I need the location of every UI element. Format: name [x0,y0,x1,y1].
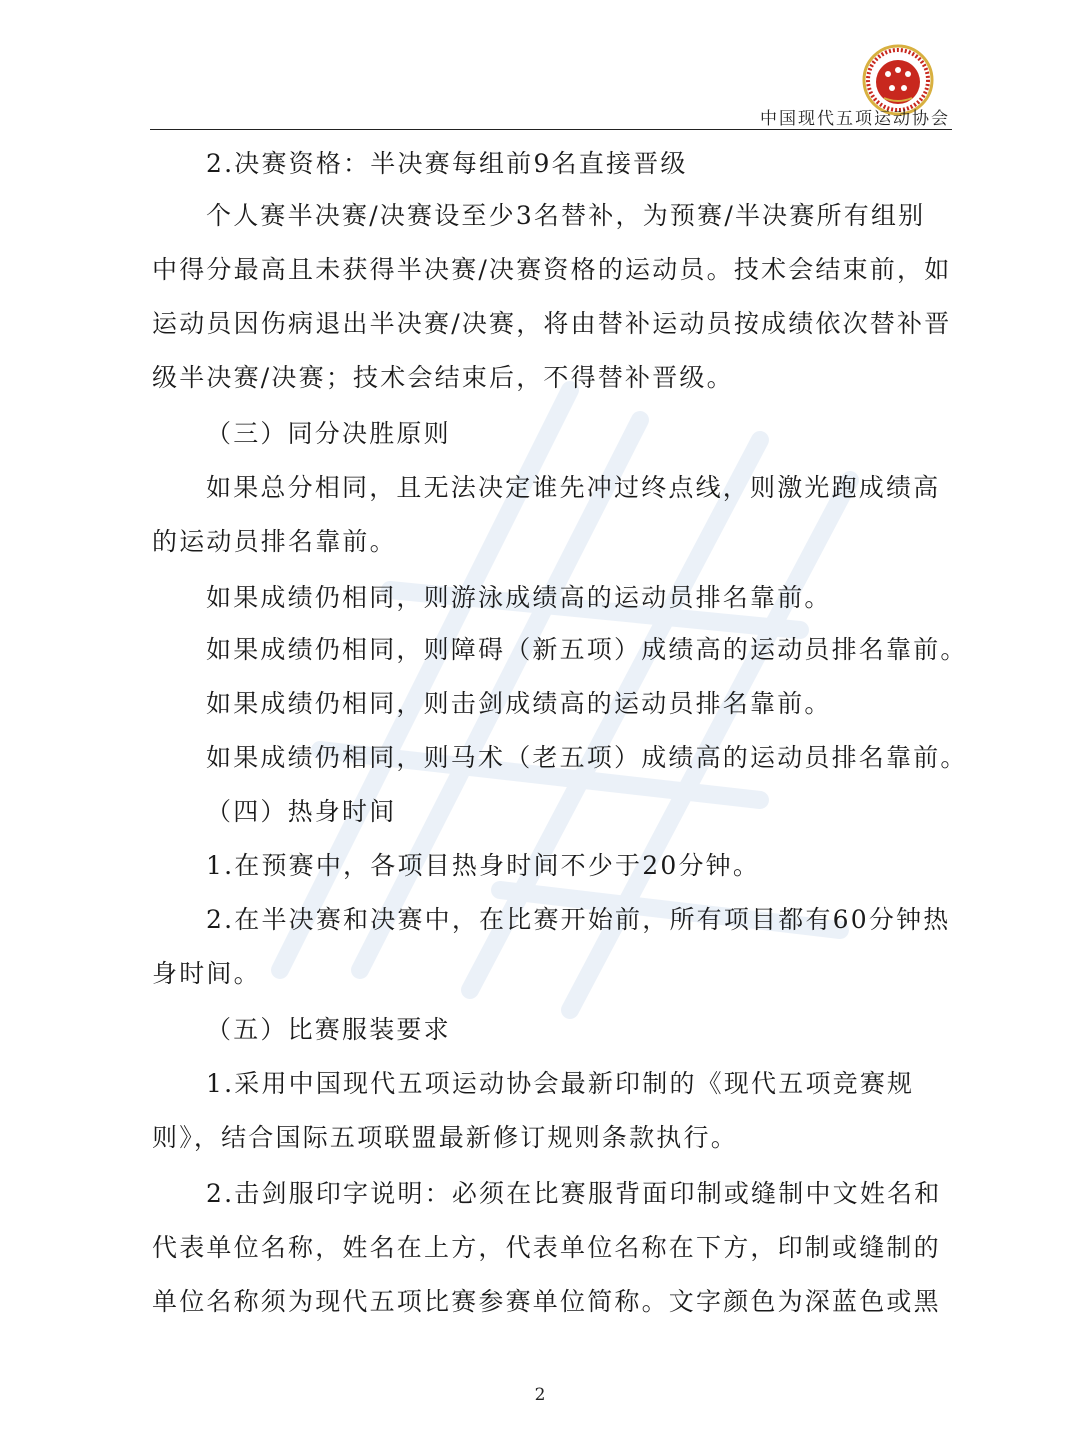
body-line: 的运动员排名靠前。 [152,527,397,556]
body-line: 身时间。 [152,959,261,988]
section-heading: （四）热身时间 [206,797,397,826]
body-line: 如果总分相同，且无法决定谁先冲过终点线，则激光跑成绩高 [206,473,941,502]
body-line: 代表单位名称，姓名在上方，代表单位名称在下方，印制或缝制的 [152,1233,941,1262]
body-line: 个人赛半决赛/决赛设至少3名替补，为预赛/半决赛所有组别 [206,201,926,230]
body-line: 如果成绩仍相同，则马术（老五项）成绩高的运动员排名靠前。 [206,743,968,772]
section-heading: （五）比赛服装要求 [206,1015,451,1044]
header-divider [150,129,952,130]
body-line: 则》，结合国际五项联盟最新修订规则条款执行。 [152,1123,738,1152]
body-line: 如果成绩仍相同，则游泳成绩高的运动员排名靠前。 [206,583,832,612]
body-line: 如果成绩仍相同，则障碍（新五项）成绩高的运动员排名靠前。 [206,635,968,664]
body-line: 运动员因伤病退出半决赛/决赛，将由替补运动员按成绩依次替补晋 [152,309,952,338]
body-line: 1.采用中国现代五项运动协会最新印制的《现代五项竞赛规 [206,1069,915,1098]
body-line: 如果成绩仍相同，则击剑成绩高的运动员排名靠前。 [206,689,832,718]
body-line: 中得分最高且未获得半决赛/决赛资格的运动员。技术会结束前，如 [152,255,952,284]
body-line: 1.在预赛中，各项目热身时间不少于20分钟。 [206,851,761,880]
body-line: 单位名称须为现代五项比赛参赛单位简称。文字颜色为深蓝色或黑 [152,1287,941,1316]
body-line: 2.击剑服印字说明：必须在比赛服背面印制或缝制中文姓名和 [206,1179,942,1208]
body-line: 2.决赛资格：半决赛每组前9名直接晋级 [206,149,688,178]
body-line: 级半决赛/决赛；技术会结束后，不得替补晋级。 [152,363,734,392]
header-organization: 中国现代五项运动协会 [760,109,950,129]
page-number: 2 [534,1385,546,1405]
section-heading: （三）同分决胜原则 [206,419,451,448]
body-line: 2.在半决赛和决赛中，在比赛开始前，所有项目都有60分钟热 [206,905,951,934]
